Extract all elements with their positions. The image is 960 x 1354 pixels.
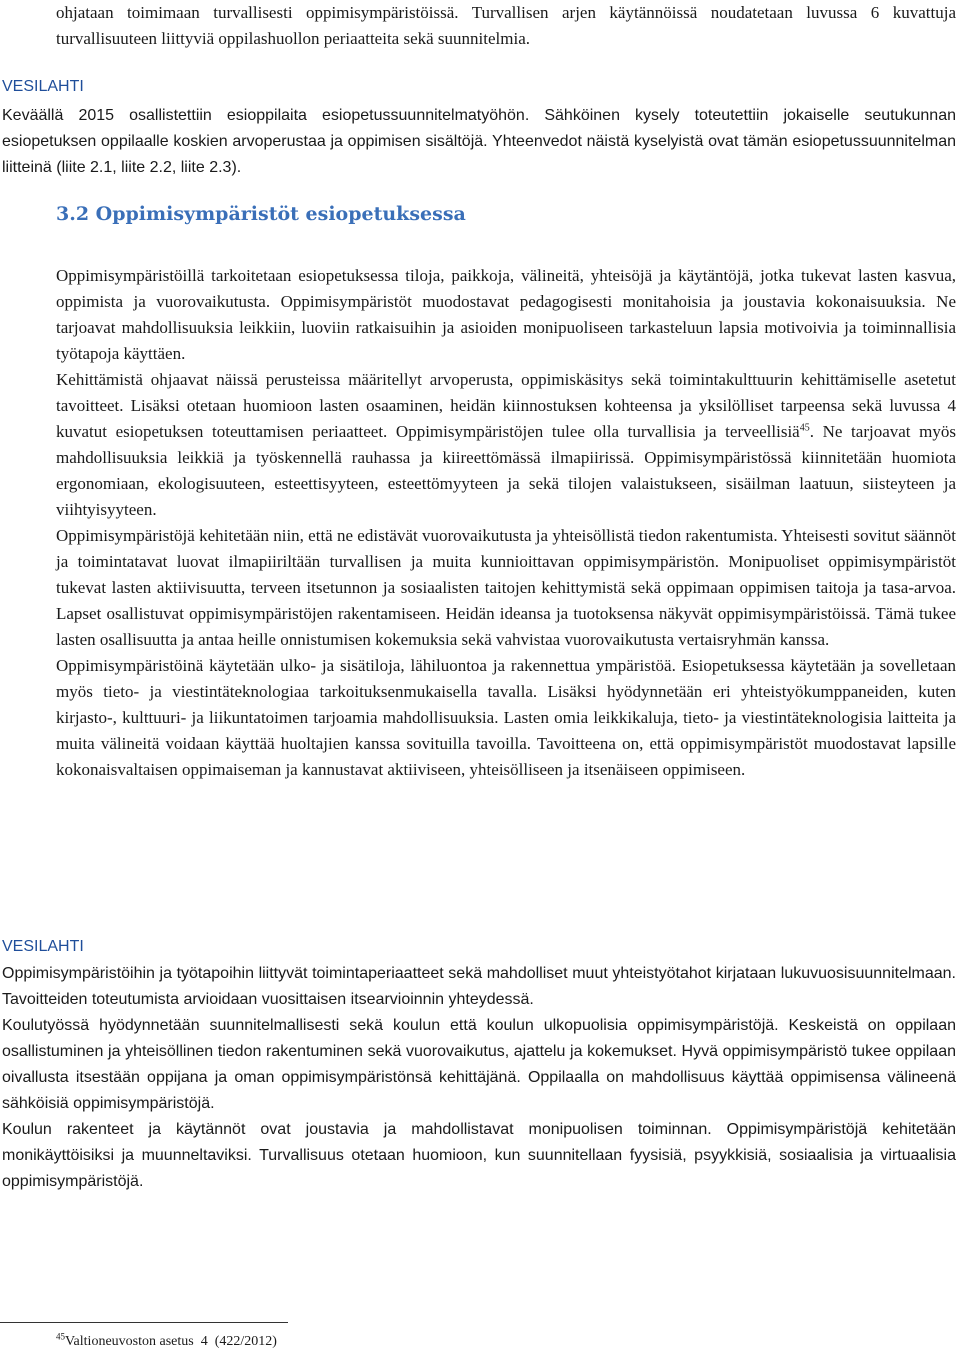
footnote-number: 45: [56, 1331, 65, 1342]
section-paragraph-2: [56, 367, 956, 523]
section-body: [56, 263, 956, 783]
footnote-reference[interactable]: 45: [799, 422, 810, 434]
vesilahti-paragraph-1: Keväällä 2015 osallistettiin esioppilaita esiopetussuunnitelmatyöhön. Sähköinen kysely toteutettiin jokaiselle seutukunnan esiopetuksen oppilaalle koskien arvoperustaa ja oppimisen sisältöjä. Yhteenvedot näistä kyselyistä ovat tämän esiopetussuunnitelman liitteinä (liite 2.1, liite 2.2, liite 2.3).: [2, 107, 956, 176]
section-paragraph-3: Oppimisympäristöjä kehitetään niin, että ne edistävät vuorovaikutusta ja yhteisöllistä tiedon rakentumista. Yhteisesti sovitut säännöt ja toimintatavat luovat ilmapiiriltään turvallisen ja muita kunnioittavan oppimisympäristön. Monipuoliset oppimisympäristöt tukevat lasten aktiivisuutta, terveen itsetunnon ja sosiaalisten taitojen kehittymistä sekä oppimaan oppimisen taitoja ja tasa-arvoa. Lapset osallistuvat oppimisympäristöjen rakentamiseen. Heidän ideansa ja tuotoksensa näkyvät oppimisympäristöissä. Tämä tukee lasten osallisuutta ja antaa heille onnistumisen kokemuksia sekä vahvistaa vuorovaikutusta vertaisryhmän kanssa.: [56, 526, 956, 649]
intro-paragraph: ohjataan toimimaan turvallisesti oppimisympäristöissä. Turvallisen arjen käytännöissä noudatetaan luvussa 6 kuvattuja turvallisuuteen liittyviä oppilashuollon periaatteita sekä suunnitelmia.: [56, 3, 956, 48]
section-paragraph-2-text-a: Kehittämistä ohjaavat näissä perusteissa määritellyt arvoperusta, oppimiskäsitys sekä toimintakulttuurin kehittämiselle asetetut tavoitteet. Lisäksi otetaan huomioon lasten osaaminen, heidän kiinnostuksen kohteensa ja yksilölliset tarpeensa sekä luvussa 4 kuvatut esiopetuksen toteuttamisen periaatteet. Oppimisympäristöjen tulee olla turvallisia ja terveellisiä: [56, 370, 956, 441]
section-paragraph-1: Oppimisympäristöillä tarkoitetaan esiopetuksessa tiloja, paikkoja, välineitä, yhteisöjä ja käytäntöjä, jotka tukevat lasten kasvua, oppimista ja vuorovaikutusta. Oppimisympäristöt muodostavat pedagogisesti monitahoisia ja joustavia kokonaisuuksia. Ne tarjoavat mahdollisuuksia leikkiin, luoviin ratkaisuihin ja asioiden monipuoliseen tarkasteluun lapsia motivoivia ja toiminnallisia työtapoja käyttäen.: [56, 266, 956, 363]
vesilahti-label-2: VESILAHTI: [2, 938, 84, 955]
section-heading: 3.2 Oppimisympäristöt esiopetuksessa: [56, 203, 466, 225]
footnote-text: Valtioneuvoston asetus 4 (422/2012): [65, 1334, 277, 1349]
section-paragraph-4: Oppimisympäristöinä käytetään ulko- ja sisätiloja, lähiluontoa ja rakennettua ympäristöä. Esiopetuksessa käytetään ja sovelletaan myös tieto- ja viestintäteknologiaa tarkoituksenmukaisella tavalla. Lisäksi hyödynnetään eri yhteistyökumppaneiden, kuten kirjasto-, kulttuuri- ja liikuntatoimen tarjoamia mahdollisuuksia. Lasten omia leikkikaluja, tieto- ja viestintäteknologisia laitteita ja muita välineitä voidaan käyttää huoltajien kanssa sovituilla tavoilla. Tavoitteena on, että oppimisympäristöt muodostavat lapsille kokonaisvaltaisen oppimaiseman ja kannustavat aktiiviseen, yhteisölliseen ja itsenäiseen oppimiseen.: [56, 656, 956, 779]
vesilahti-label-1: VESILAHTI: [2, 78, 84, 95]
footnote-divider: [0, 1322, 288, 1323]
vesilahti-2-paragraph-1: Oppimisympäristöihin ja työtapoihin liittyvät toimintaperiaatteet sekä mahdolliset muut yhteistyötahot kirjataan lukuvuosisuunnitelmaan. Tavoitteiden toteutumista arvioidaan vuosittaisen itsearvioinnin yhteydessä.: [2, 965, 956, 1008]
vesilahti-2-paragraph-2: Koulutyössä hyödynnetään suunnitelmallisesti sekä koulun että koulun ulkopuolisia oppimisympäristöjä. Keskeistä on oppilaan osallistuminen ja yhteisöllinen tiedon rakentuminen sekä vuorovaikutus, ajattelu ja kokemukset. Hyvä oppimisympäristö tukee oppilaan oivallusta itsestään oppijana ja oman oppimisympäristönsä kehittäjänä. Oppilaalla on mahdollisuus käyttää oppimisensa välineenä sähköisiä oppimisympäristöjä.: [2, 1017, 956, 1112]
vesilahti-body-2: [2, 961, 956, 1195]
footnote: [56, 1333, 277, 1351]
vesilahti-2-paragraph-3: Koulun rakenteet ja käytännöt ovat joustavia ja mahdollistavat monipuolisen toiminnan. Oppimisympäristöjä kehitetään monikäyttöisiksi ja muunneltaviksi. Turvallisuus otetaan huomioon, kun suunnitellaan fyysisiä, psyykkisiä, sosiaalisia ja virtuaalisia oppimisympäristöjä.: [2, 1121, 956, 1190]
section-paragraph-2-text-b: . Ne tarjoavat myös mahdollisuuksia leikkiä ja työskennellä rauhassa ja kiireettömässä ilmapiirissä. Oppimisympäristössä kiinnitetään huomiota ergonomiaan, ekologisuuteen, esteettisyyteen, esteettömyyteen ja sekä tilojen valaistukseen, sisäilman laatuun, siisteyteen ja viihtyisyyteen.: [56, 422, 956, 519]
